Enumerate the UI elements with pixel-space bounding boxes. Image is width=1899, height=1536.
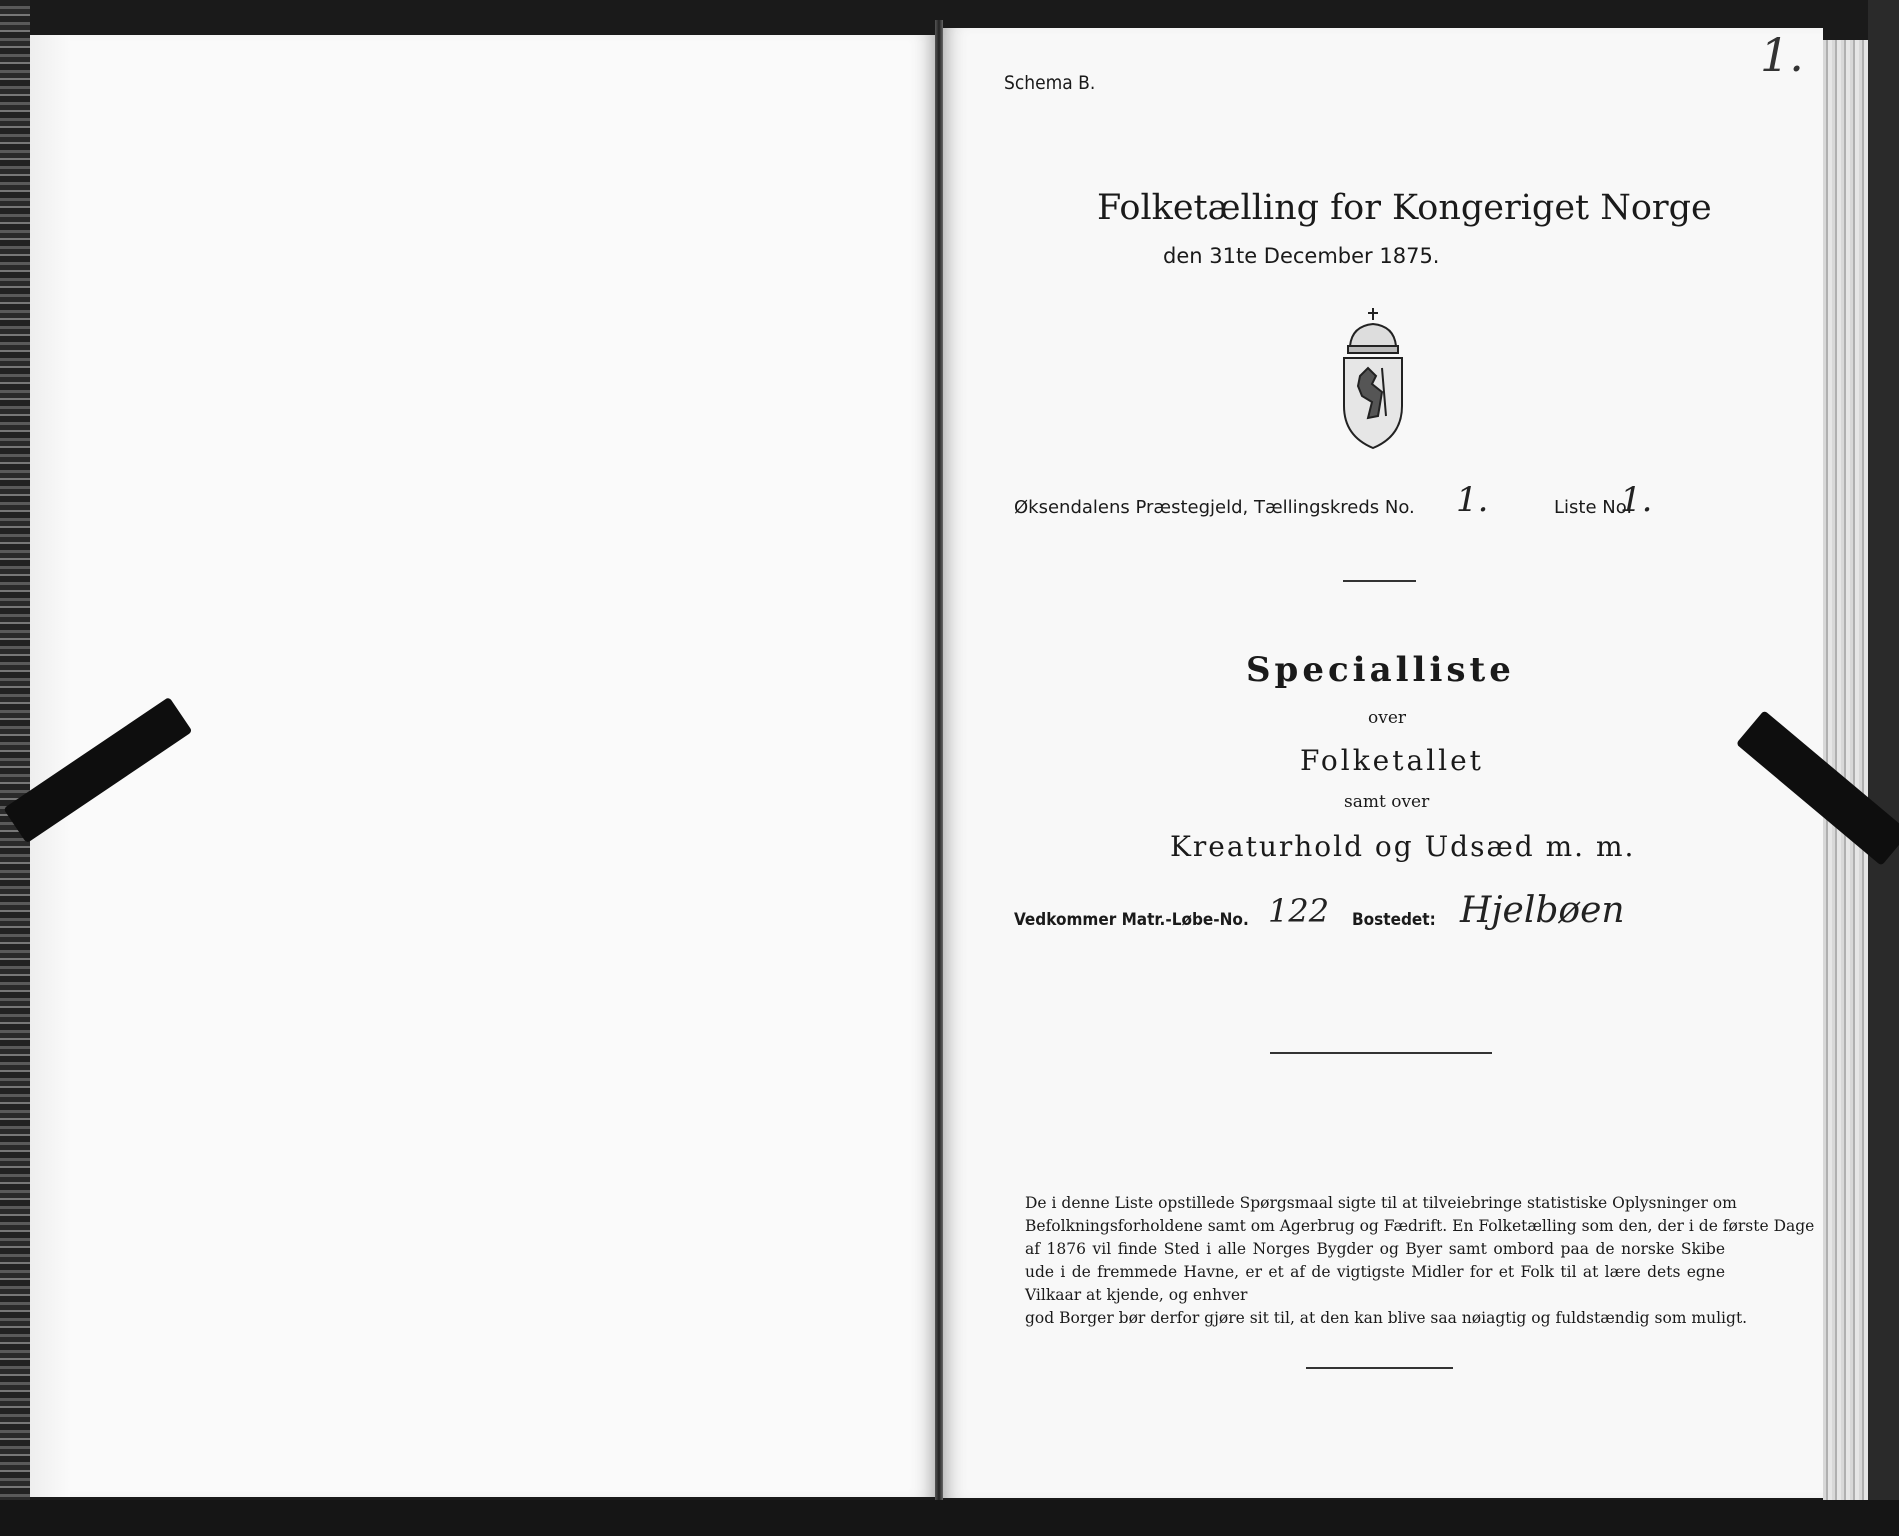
matr-label: Vedkommer Matr.-Løbe-No.	[1014, 910, 1249, 930]
paragraph-line: god Borger bør derfor gjøre sit til, at den kan blive saa nøiagtig og fuldstændig som muligt.	[1025, 1309, 1748, 1327]
kreds-number-value: 1.	[1456, 480, 1489, 520]
matr-number-value: 122	[1268, 892, 1330, 930]
specialliste-heading: Specialliste	[1246, 650, 1515, 690]
census-date: den 31te December 1875.	[1163, 244, 1440, 268]
parish-label: Øksendalens Præstegjeld, Tællingskreds No.	[1014, 497, 1415, 518]
divider-short	[1343, 580, 1416, 582]
liste-label: Liste No.	[1554, 497, 1633, 518]
bosted-label: Bostedet:	[1352, 910, 1436, 930]
samt-over-label: samt over	[1344, 792, 1430, 812]
liste-number-value: 1.	[1620, 480, 1653, 520]
norway-coat-of-arms-icon	[1338, 306, 1408, 451]
bosted-value: Hjelbøen	[1460, 890, 1625, 931]
page-number: 1.	[1760, 28, 1804, 82]
scan-border-bottom	[0, 1500, 1899, 1536]
book-spine	[935, 20, 943, 1500]
paragraph-line: De i denne Liste opstillede Spørgsmaal sigte til at tilveiebringe statistiske Oplysninger om	[1025, 1194, 1737, 1212]
explanatory-paragraph	[1025, 1192, 1815, 1330]
divider-bottom	[1306, 1367, 1453, 1369]
left-blank-page	[30, 35, 935, 1497]
kreaturhold-heading: Kreaturhold og Udsæd m. m.	[1170, 830, 1636, 863]
scan-border-right	[1868, 0, 1899, 1536]
book-edge-left	[0, 0, 30, 1536]
over-label: over	[1368, 708, 1407, 728]
folketallet-heading: Folketallet	[1300, 744, 1484, 777]
paragraph-line: af 1876 vil finde Sted i alle Norges Bygder og Byer samt ombord paa de norske Skibe ude i de fremmede Havne, er et af de vigtigste Midler for et Folk til at lære dets egne Vilkaar at kjende, og enhver	[1025, 1240, 1725, 1304]
paragraph-line: Befolkningsforholdene samt om Agerbrug og Fædrift. En Folketælling som den, der i de første Dage	[1025, 1217, 1815, 1235]
page-title: Folketælling for Kongeriget Norge	[1097, 188, 1712, 228]
divider-long	[1270, 1052, 1492, 1054]
schema-label: Schema B.	[1004, 72, 1096, 94]
